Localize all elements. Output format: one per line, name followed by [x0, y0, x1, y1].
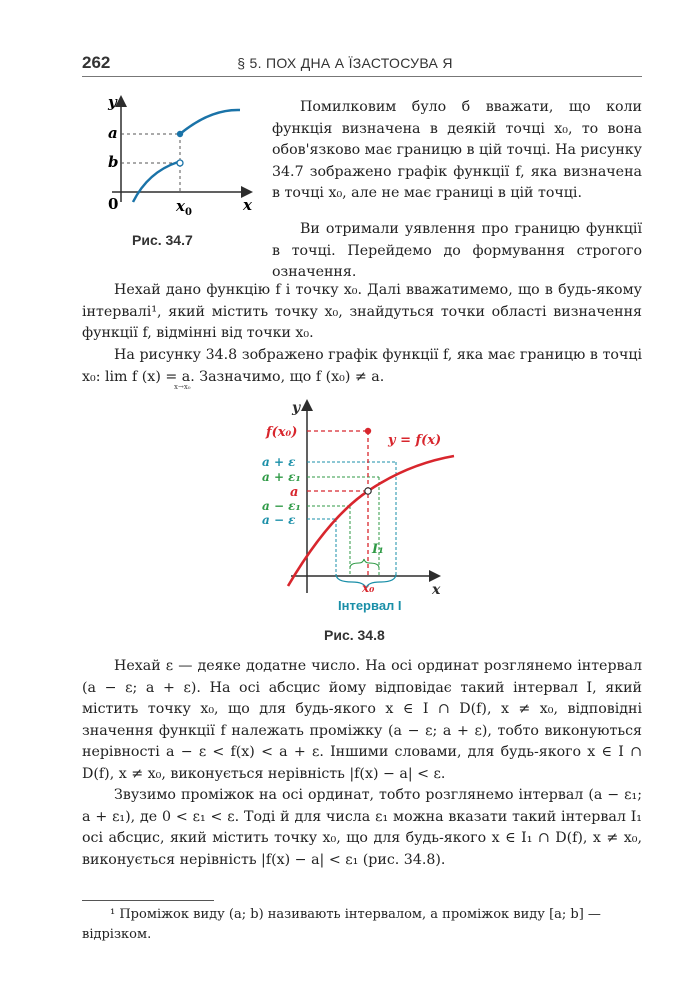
side-paragraph-2: Ви отримали уявлення про границю функції в точці. Перейдемо до формування строгого означення.: [272, 221, 642, 280]
label-a: a: [108, 124, 118, 142]
label-a-minus-eps1: a − ε₁: [262, 499, 301, 513]
label-fx0: f(x₀): [266, 425, 298, 440]
function-curve: [288, 456, 454, 586]
hole-point: [365, 488, 371, 494]
body-paragraph-1: Нехай дано функцію f і точку x₀. Далі вважатимемо, що в будь-якому інтервалі¹, який містить точку x₀, знайдуться точки області визначення функції f, відмінні від точки x₀.: [82, 282, 642, 341]
figure-34-8: [258, 398, 458, 618]
label-b: b: [108, 153, 119, 171]
label-I1: I₁: [372, 542, 384, 557]
label-interval-I: Інтервал I: [338, 598, 402, 613]
running-title: § 5. ПОХ ДНА А ЇЗАСТОСУВА Я: [237, 55, 453, 71]
label-x: x: [432, 582, 441, 598]
figure-34-8-caption: Рис. 34.8: [324, 627, 385, 643]
label-y: y: [108, 93, 117, 111]
open-point: [177, 160, 183, 166]
figure-34-7-caption: Рис. 34.7: [132, 232, 193, 248]
footnote-divider: [82, 900, 214, 901]
label-a-plus-eps: a + ε: [262, 455, 296, 469]
label-x0: x₀: [362, 581, 375, 595]
side-paragraph-1: Помилковим було б вважати, що коли функція визначена в деякій точці x₀, то вона обов'язково має границю в цій точці. На рисунку 34.7 зображено графік функції f, яка визначена в точці x₀, але не має границі в цій точці.: [272, 99, 642, 201]
figure-34-7: [100, 92, 260, 217]
footnote: ¹ Проміжок виду (a; b) називають інтервалом, а проміжок виду [a; b] — відрізком.: [82, 907, 601, 942]
point-fx0: [365, 428, 371, 434]
body-paragraph-4: Звузимо проміжок на осі ординат, тобто розглянемо інтервал (a − ε₁; a + ε₁), де 0 < ε₁ < ε. Тоді й для числа ε₁ можна вказати такий інтервал I₁ осі абсцис, який містить точку x₀, що для будь-якого x ∈ I₁ ∩ D(f), x ≠ x₀, виконується нерівність |f(x) − a| < ε₁ (рис. 34.8).: [82, 787, 642, 868]
label-curve: y = f(x): [388, 433, 442, 448]
page-number: 262: [82, 53, 111, 72]
header-divider: [82, 76, 642, 77]
label-x: x: [243, 196, 252, 214]
brace-I1: [350, 559, 379, 568]
body-paragraph-2: На рисунку 34.8 зображено графік функції f, яка має границю в точці x₀: lim f (x) = a. Зазначимо, що f (x₀) ≠ a.: [82, 347, 642, 385]
curve-right: [180, 110, 240, 134]
label-a-minus-eps: a − ε: [262, 513, 296, 527]
body-paragraph-3: Нехай ε — деяке додатне число. На осі ординат розглянемо інтервал (a − ε; a + ε). На осі абсцис йому відповідає такий інтервал I, який містить точку x₀, що для будь-якого x ∈ I ∩ D(f), x ≠ x₀, відповідні значення функції f належать проміжку (a − ε; a + ε), тобто виконуються нерівності a − ε < f(x) < a + ε. Іншими словами, для будь-якого x ∈ I ∩ D(f), x ≠ x₀, виконується нерівність |f(x) − a| < ε.: [82, 658, 642, 782]
curve-left: [133, 162, 178, 202]
lim-subscript: x→x₀: [174, 383, 191, 391]
label-a-plus-eps1: a + ε₁: [262, 470, 301, 484]
label-y: y: [292, 400, 301, 416]
label-a: a: [290, 485, 299, 500]
filled-point: [177, 131, 183, 137]
label-origin: 0: [108, 195, 119, 213]
label-x0: $x_0$: [176, 197, 192, 218]
